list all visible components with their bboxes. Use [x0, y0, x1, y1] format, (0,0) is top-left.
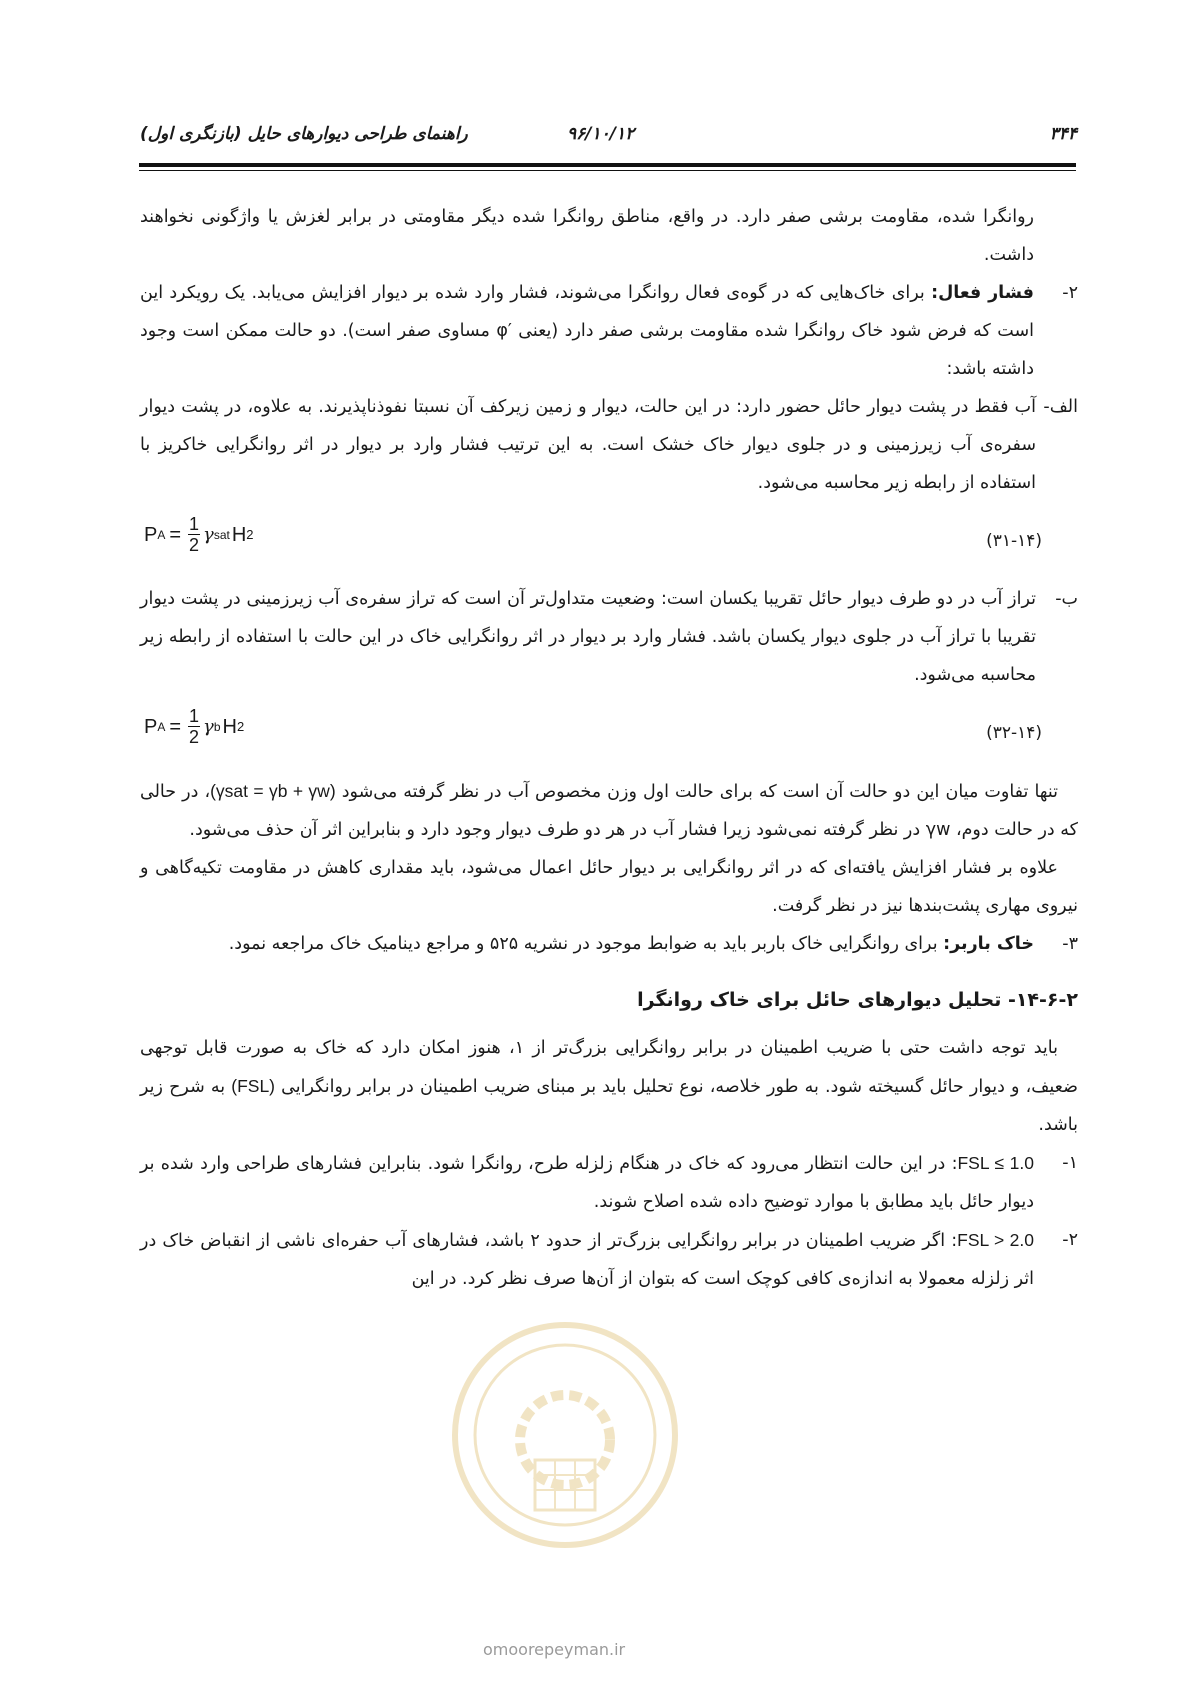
paragraph-text: ، در حالی که در حالت دوم، γw در نظر گرفته نمی‌شود زیرا فشار آب در هر دو طرف دیوار وجود دارد و بنابراین اثر آن حذف می‌شود.	[140, 782, 1078, 840]
equation-number: (۳۱-۱۴)	[986, 531, 1042, 551]
header-date: ۹۶/۱۰/۱۲	[567, 124, 635, 144]
equation-32-14	[140, 700, 1078, 768]
eq-gamma: γ	[203, 715, 214, 737]
eq-numerator: 1	[189, 706, 200, 726]
eq-subscript: A	[157, 527, 166, 542]
paragraph-difference	[140, 772, 1078, 849]
document-body	[140, 198, 1078, 1298]
list-body: برای خاک‌هایی که در گوه‌ی فعال روانگرا می‌شوند، فشار وارد شده بر دیوار افزایش می‌یابد. یک رویکرد این است که فرض شود خاک روانگرا شده مقاومت برشی صفر دارد (یعنی ′φ مساوی صفر است). دو حالت ممکن است وجود داشته باشد:	[140, 283, 1034, 379]
eq-equals: =	[169, 523, 182, 546]
list-text	[140, 274, 1034, 388]
eq-equals: =	[169, 715, 182, 738]
inline-math: (γsat = γb + γw)	[210, 781, 336, 801]
list-body: برای روانگرایی خاک باربر باید به ضوابط موجود در نشریه ۵۲۵ و مراجع دینامیک خاک مراجعه نمود.	[228, 934, 944, 954]
footer-url: omoorepeyman.ir	[483, 1640, 626, 1659]
list-number: ۲-	[1062, 283, 1078, 303]
list-item-case-1	[140, 1144, 1078, 1221]
list-text	[140, 1221, 1034, 1298]
eq-denominator: 2	[189, 727, 200, 747]
inline-math: (FSL)	[231, 1076, 275, 1096]
paragraph-text: تنها تفاوت میان این دو حالت آن است که برای حالت اول وزن مخصوص آب در نظر گرفته می‌شود	[341, 782, 1058, 802]
section-intro	[140, 1029, 1078, 1144]
watermark-seal-icon	[440, 1310, 690, 1560]
eq-gamma-subscript: b	[213, 719, 221, 734]
list-item-alef	[140, 388, 1078, 502]
equation-formula	[144, 514, 254, 555]
equation-formula	[144, 706, 244, 747]
paragraph-additional: علاوه بر فشار افزایش یافته‌ای که در اثر روانگرایی بر دیوار حائل اعمال می‌شود، باید مقداری کاهش در مقاومت تکیه‌گاهی و نیروی مهاری پشت‌بندها نیز در نظر گرفت.	[140, 858, 1078, 916]
list-bold-term: فشار فعال:	[931, 283, 1034, 303]
paragraph-text: به شرح زیر باشد.	[140, 1077, 1078, 1135]
list-number: ۳-	[1062, 934, 1078, 954]
paragraph-text: باید توجه داشت حتی با ضریب اطمینان در برابر روانگرایی بزرگ‌تر از ۱، هنوز امکان دارد که خاک به صورت قابل توجهی ضعیف، و دیوار حائل گسیخته شود. به طور خلاصه، نوع تحلیل باید بر مبنای ضریب اطمینان در برابر روانگرایی	[140, 1038, 1078, 1097]
list-body: : اگر ضریب اطمینان در برابر روانگرایی بزرگ‌تر از حدود ۲ باشد، فشارهای آب حفره‌ای ناشی از انقباض خاک در اثر زلزله معمولا به اندازه‌ی کافی کوچک است که بتوان از آن‌ها صرف نظر کرد. در این	[140, 1231, 1034, 1289]
eq-exponent: 2	[236, 718, 245, 734]
eq-gamma: γ	[203, 523, 214, 545]
eq-numerator: 1	[189, 514, 200, 534]
header-rule-thick	[139, 163, 1076, 167]
equation-31-14	[140, 508, 1078, 576]
page-number: ۳۴۴	[1049, 124, 1077, 144]
inline-math: FSL ≤ 1.0	[957, 1153, 1034, 1173]
section-heading: ۱۴-۶-۲- تحلیل دیوارهای حائل برای خاک روانگرا	[637, 989, 1078, 1011]
inline-math: FSL > 2.0	[957, 1230, 1034, 1250]
list-item-active-pressure	[140, 274, 1078, 388]
list-item-case-2	[140, 1221, 1078, 1298]
eq-exponent: 2	[246, 526, 254, 542]
header-title: راهنمای طراحی دیوارهای حایل (بازنگری اول)	[140, 124, 468, 144]
list-item-bearing-soil	[140, 925, 1078, 963]
eq-fraction	[188, 706, 200, 747]
list-bold-term: خاک باربر:	[943, 934, 1034, 954]
eq-fraction	[188, 514, 200, 555]
list-number: الف-	[1043, 397, 1078, 417]
eq-symbol-p: P	[144, 523, 158, 546]
list-body: : در این حالت انتظار می‌رود که خاک در هنگام زلزله طرح، روانگرا شود. بنابراین فشارهای طراحی وارد شده بر دیوار حائل باید مطابق با موارد توضیح داده شده اصلاح شوند.	[140, 1154, 1034, 1212]
eq-symbol-h: H	[222, 715, 237, 738]
list-text: آب فقط در پشت دیوار حائل حضور دارد: در این حالت، دیوار و زمین زیرکف آن نسبتا نفوذناپذیرند. به علاوه، در پشت دیوار سفره‌ی آب زیرزمینی و در جلوی دیوار خاک خشک است. به این ترتیب فشار وارد بر دیوار در اثر روانگرایی خاکریز با استفاده از رابطه زیر محاسبه می‌شود.	[140, 397, 1036, 493]
equation-number: (۳۲-۱۴)	[986, 723, 1042, 743]
header-rule-thin	[139, 170, 1076, 171]
eq-symbol-p: P	[144, 715, 158, 738]
list-number: ب-	[1055, 589, 1078, 609]
eq-gamma-subscript: sat	[213, 527, 230, 542]
list-number: ۱-	[1062, 1153, 1078, 1173]
eq-symbol-h: H	[231, 523, 247, 546]
paragraph-continuation: روانگرا شده، مقاومت برشی صفر دارد. در واقع، مناطق روانگرا شده دیگر مقاومتی در برابر لغزش یا واژگونی نخواهند داشت.	[140, 207, 1034, 265]
list-text	[140, 1144, 1034, 1221]
eq-denominator: 2	[189, 535, 200, 555]
list-item-be	[140, 580, 1078, 694]
list-text: تراز آب در دو طرف دیوار حائل تقریبا یکسان است: وضعیت متداول‌تر آن است که تراز سفره‌ی آب زیرزمینی در پشت دیوار تقریبا با تراز آب در جلوی دیوار یکسان باشد. فشار وارد بر دیوار در اثر روانگرایی خاک در این حالت با استفاده از رابطه زیر محاسبه می‌شود.	[140, 589, 1036, 685]
list-text	[140, 925, 1034, 963]
list-number: ۲-	[1062, 1230, 1078, 1250]
eq-subscript: A	[157, 719, 166, 734]
